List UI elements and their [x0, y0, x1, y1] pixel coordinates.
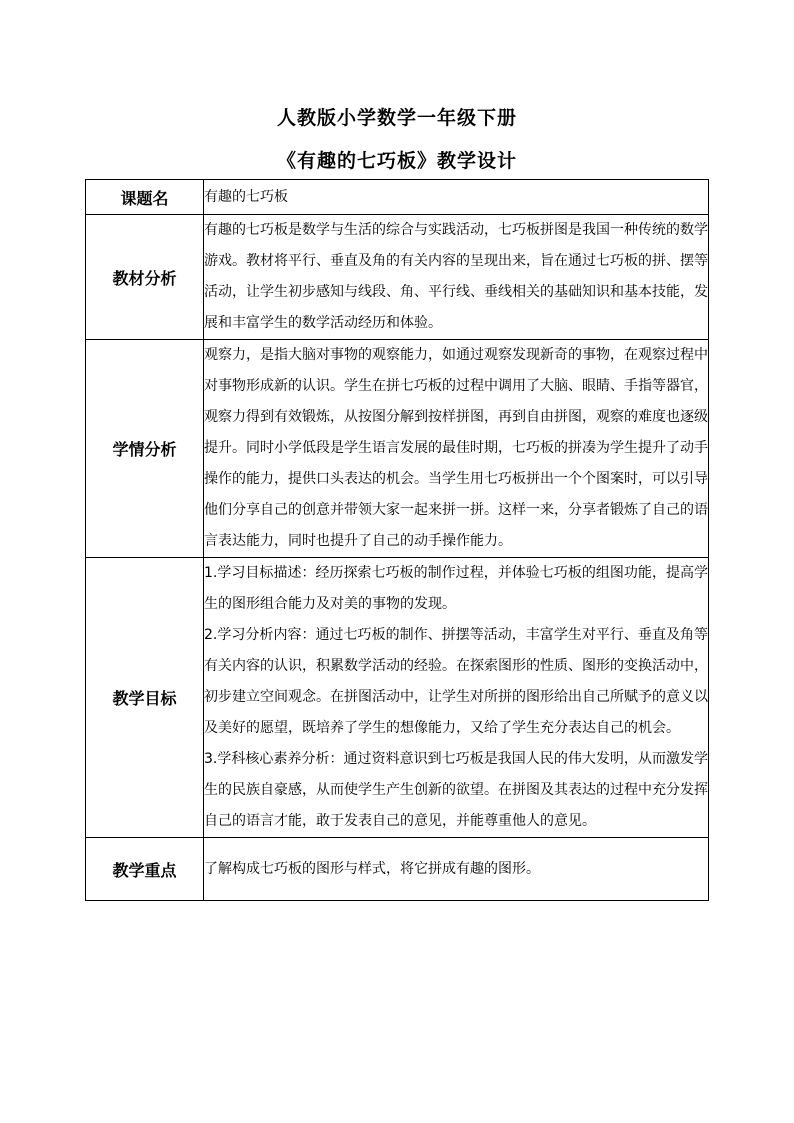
- row-content-topic: [204, 180, 709, 215]
- goal-item-1: 1.学习目标描述：经历探索七巧板的制作过程，并体验七巧板的组图功能，提高学生的图形组合能力及对美的事物的发现。: [204, 565, 708, 612]
- row-label-textbook-analysis: 教材分析: [86, 215, 204, 340]
- row-content-learner-analysis: [204, 340, 709, 558]
- table-row: [86, 180, 709, 215]
- row-label-teaching-focus: 教学重点: [86, 838, 204, 901]
- row-label-topic: 课题名: [86, 180, 204, 215]
- document-title: 人教版小学数学一年级下册: [276, 107, 517, 129]
- learner-analysis-text: 观察力，是指大脑对事物的观察能力，如通过观察发现新奇的事物，在观察过程中对事物形成新的认识。学生在拼七巧板的过程中调用了大脑、眼睛、手指等器官，观察力得到有效锻炼，从按图分解到按样拼图，再到自由拼图，观察的难度也逐级提升。同时小学低段是学生语言发展的最佳时期，七巧板的拼凑为学生提升了动手操作的能力，提供口头表达的机会。当学生用七巧板拼出一个个图案时，可以引导他们分享自己的创意并带领大家一起来拼一拼。这样一来，分享者锻炼了自己的语言表达能力，同时也提升了自己的动手操作能力。: [204, 347, 708, 549]
- teaching-focus-text: 了解构成七巧板的图形与样式，将它拼成有趣的图形。: [204, 860, 540, 877]
- topic-text: 有趣的七巧板: [204, 189, 288, 205]
- row-label-teaching-goals: 教学目标: [86, 558, 204, 838]
- lesson-plan-table: [85, 179, 709, 901]
- table-row: [86, 215, 709, 340]
- table-row: [86, 838, 709, 901]
- table-row: [86, 340, 709, 558]
- row-content-textbook-analysis: [204, 215, 709, 340]
- table-row: [86, 558, 709, 838]
- goal-item-2: 2.学习分析内容：通过七巧板的制作、拼摆等活动，丰富学生对平行、垂直及角等有关内容的认识，积累数学活动的经验。在探索图形的性质、图形的变换活动中，初步建立空间观念。在拼图活动中，让学生对所拼的图形给出自己所赋予的意义以及美好的愿望，既培养了学生的想像能力，又给了学生充分表达自己的机会。: [204, 627, 708, 736]
- row-label-learner-analysis: 学情分析: [86, 340, 204, 558]
- row-content-teaching-goals: [204, 558, 709, 838]
- document-subtitle: 《有趣的七巧板》教学设计: [276, 150, 517, 172]
- goal-item-3: 3.学科核心素养分析：通过资料意识到七巧板是我国人民的伟大发明，从而激发学生的民族自豪感，从而使学生产生创新的欲望。在拼图及其表达的过程中充分发挥自己的语言才能，敢于发表自己的意见，并能尊重他人的意见。: [204, 751, 708, 829]
- row-content-teaching-focus: [204, 838, 709, 901]
- textbook-analysis-text: 有趣的七巧板是数学与生活的综合与实践活动，七巧板拼图是我国一种传统的数学游戏。教材将平行、垂直及角的有关内容的呈现出来，旨在通过七巧板的拼、摆等活动，让学生初步感知与线段、角、平行线、垂线相关的基础知识和基本技能，发展和丰富学生的数学活动经历和体验。: [204, 222, 708, 331]
